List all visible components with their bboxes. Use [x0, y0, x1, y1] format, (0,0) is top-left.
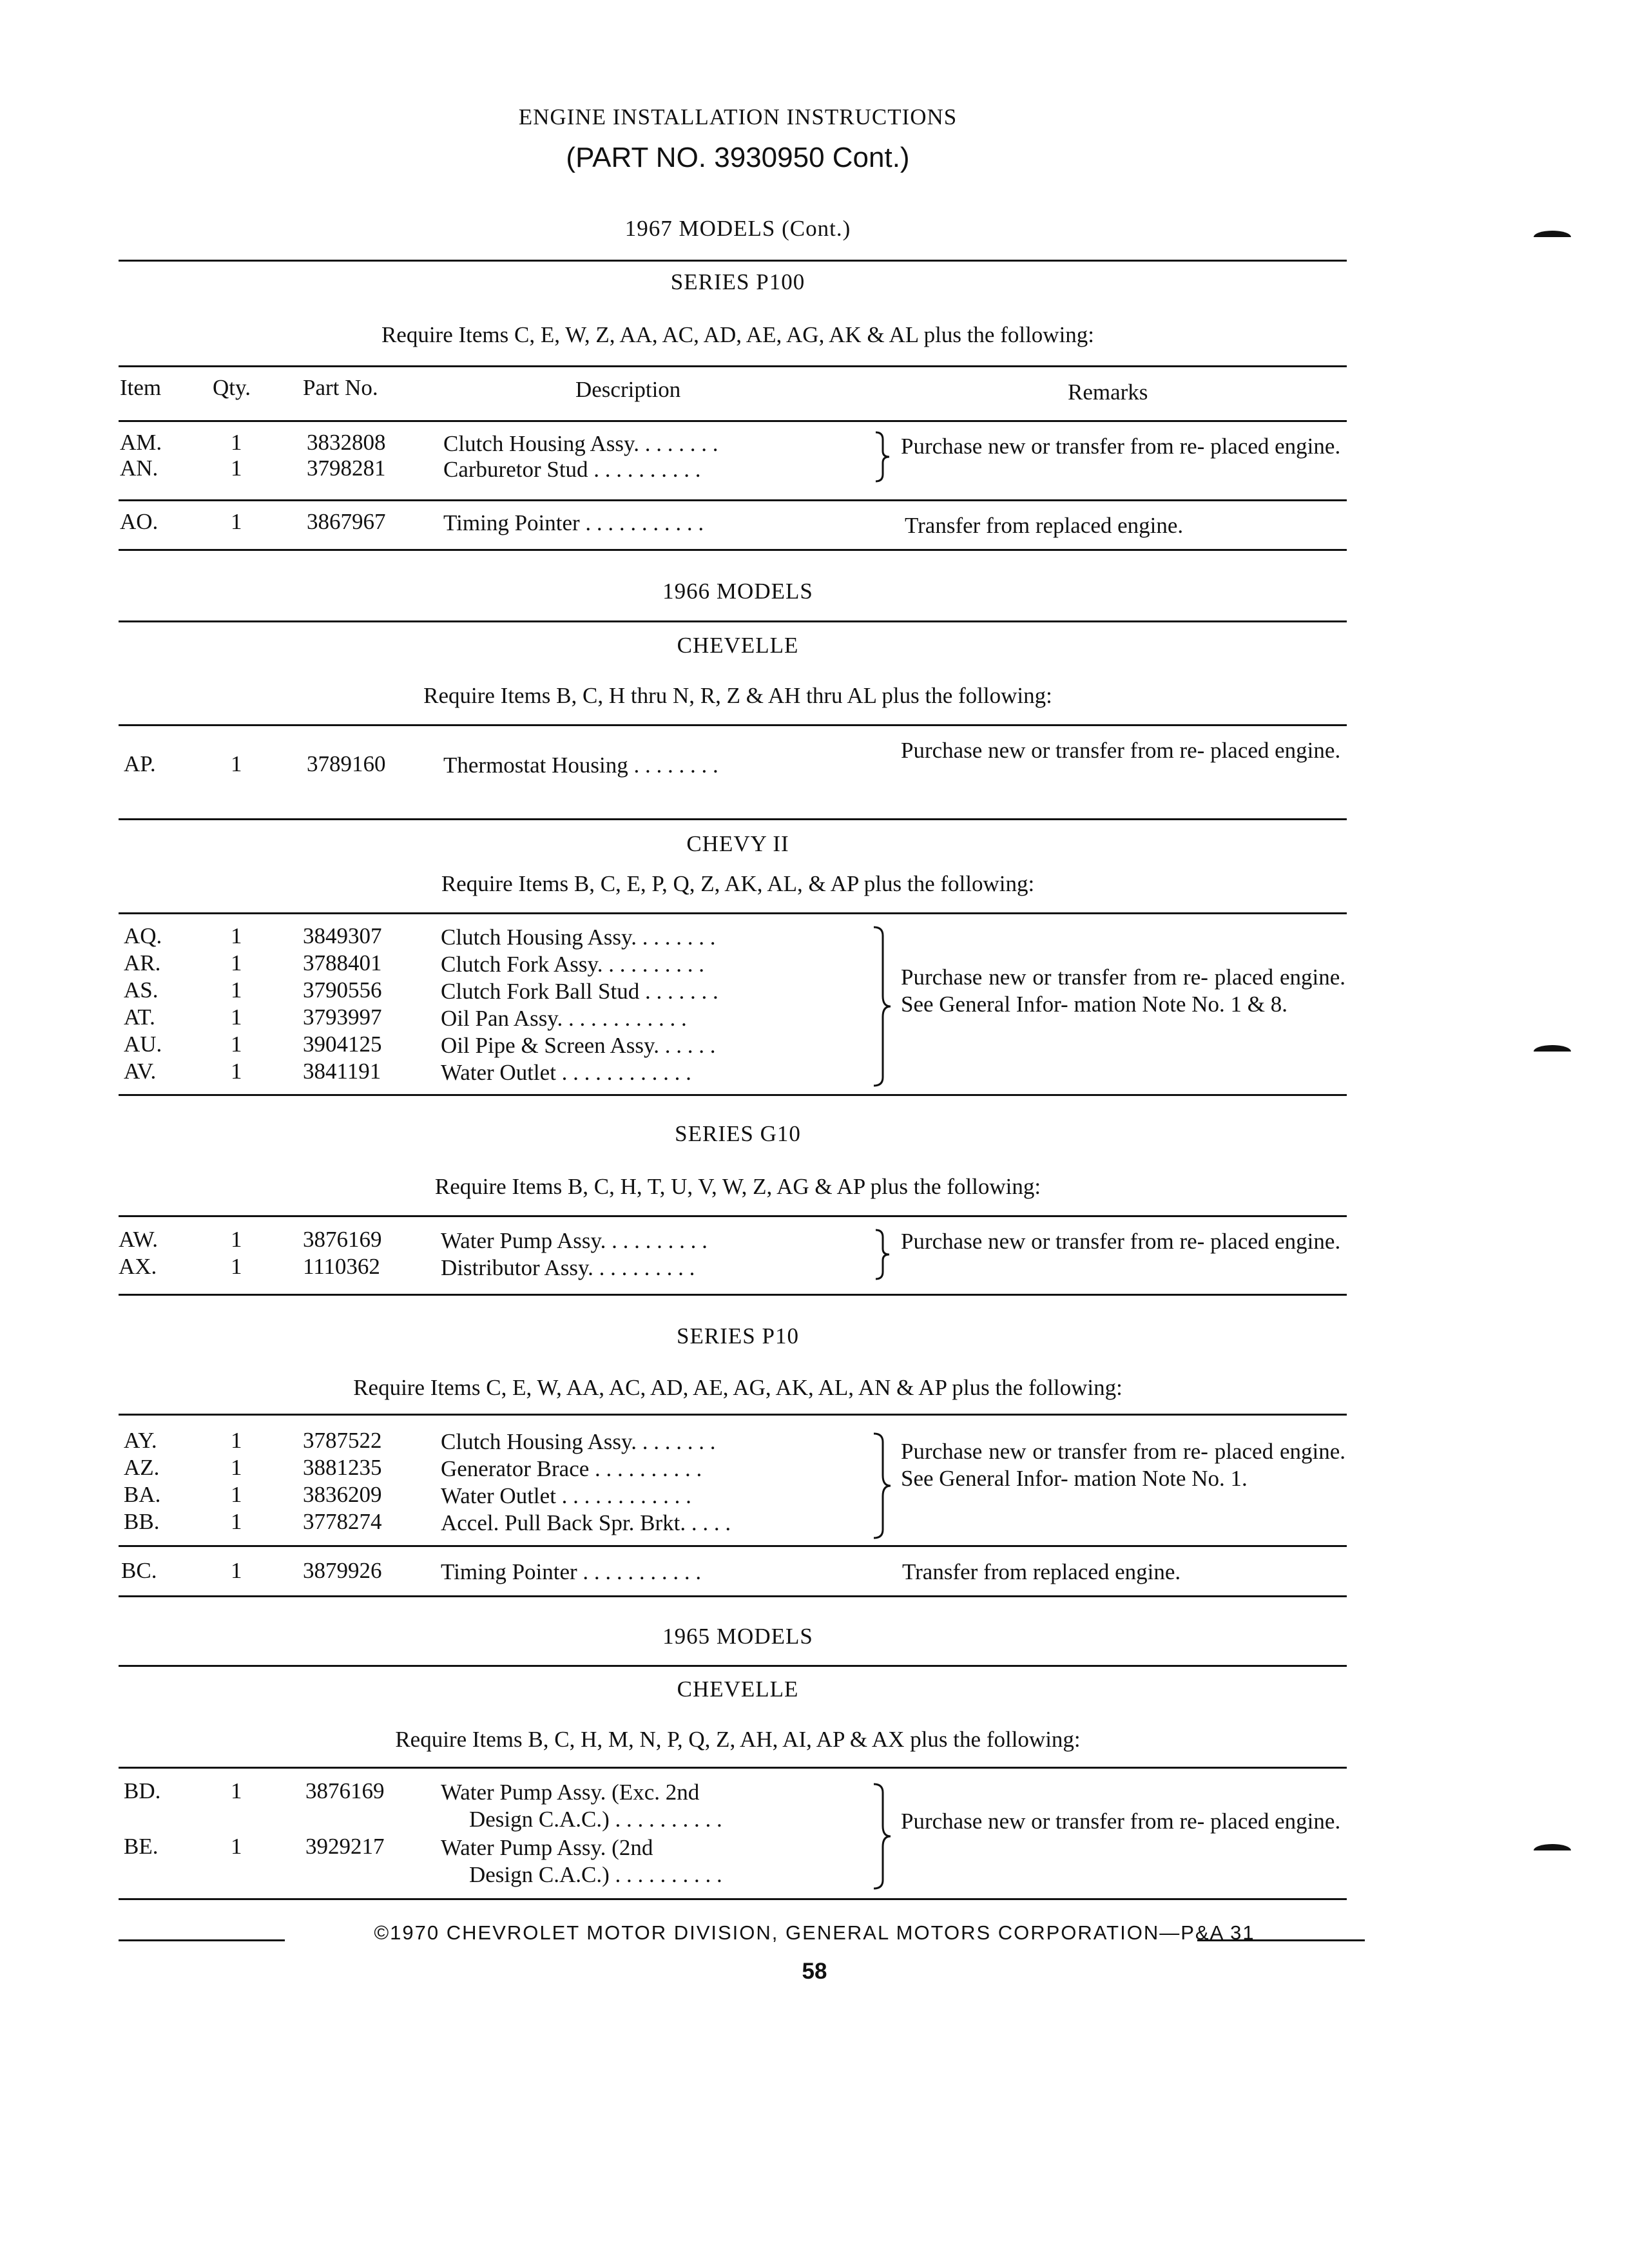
- remarks-text: Purchase new or transfer from re- placed engine. See General Infor- mation Note No. 1.: [901, 1439, 1345, 1491]
- column-header-item: Item: [120, 375, 162, 400]
- series-heading: CHEVY II: [686, 831, 789, 856]
- description: Clutch Housing Assy. . . . . . . .: [443, 431, 718, 456]
- document-title: ENGINE INSTALLATION INSTRUCTIONS: [518, 104, 958, 130]
- qty: 1: [231, 751, 242, 776]
- page-number: 58: [802, 1959, 827, 1984]
- qty: 1: [231, 923, 242, 948]
- part-number: 3798281: [307, 456, 386, 481]
- qty: 1: [231, 1254, 242, 1279]
- divider: [119, 818, 1347, 820]
- description: Carburetor Stud . . . . . . . . . .: [443, 457, 701, 482]
- divider: [119, 1595, 1347, 1597]
- item-code: AZ.: [124, 1455, 160, 1480]
- divider: [119, 1665, 1347, 1667]
- qty: 1: [231, 456, 242, 481]
- description: Oil Pipe & Screen Assy. . . . . .: [441, 1033, 716, 1058]
- right-brace-icon: [871, 1782, 893, 1890]
- models-heading: 1965 MODELS: [662, 1624, 813, 1649]
- item-code: AS.: [124, 977, 159, 1003]
- qty: 1: [231, 1227, 242, 1252]
- qty: 1: [231, 1778, 242, 1803]
- qty: 1: [231, 1509, 242, 1534]
- right-brace-icon: [874, 430, 893, 483]
- qty: 1: [231, 1059, 242, 1084]
- requirements-line: Require Items B, C, H, T, U, V, W, Z, AG & AP plus the following:: [434, 1174, 1041, 1199]
- divider: [119, 365, 1347, 367]
- description: Water Pump Assy. (Exc. 2nd: [441, 1780, 700, 1805]
- item-code: AN.: [120, 456, 159, 481]
- document-subtitle: (PART NO. 3930950 Cont.): [566, 142, 910, 173]
- description: Generator Brace . . . . . . . . . .: [441, 1456, 702, 1481]
- copyright-notice: ©1970 CHEVROLET MOTOR DIVISION, GENERAL MOTORS CORPORATION—P&A 31: [374, 1921, 1255, 1944]
- description: Timing Pointer . . . . . . . . . . .: [441, 1559, 702, 1584]
- part-number: 3867967: [307, 509, 386, 534]
- right-brace-icon: [871, 925, 893, 1088]
- right-brace-icon: [874, 1228, 893, 1281]
- qty: 1: [231, 1455, 242, 1480]
- series-heading: CHEVELLE: [677, 1677, 799, 1702]
- column-header-part-no: Part No.: [303, 375, 378, 400]
- item-code: AO.: [120, 509, 159, 534]
- series-heading: SERIES G10: [675, 1121, 801, 1146]
- qty: 1: [231, 1032, 242, 1057]
- part-number: 1110362: [303, 1254, 380, 1279]
- right-brace-icon: [871, 1432, 893, 1540]
- qty: 1: [231, 430, 242, 455]
- description: Clutch Fork Ball Stud . . . . . . .: [441, 979, 718, 1004]
- item-code: BC.: [121, 1558, 157, 1583]
- series-heading: CHEVELLE: [677, 633, 799, 658]
- remarks-text: Purchase new or transfer from re- placed engine.: [901, 1229, 1341, 1254]
- remarks-text: Transfer from replaced engine.: [902, 1559, 1181, 1584]
- qty: 1: [231, 509, 242, 534]
- requirements-line: Require Items B, C, E, P, Q, Z, AK, AL, & AP plus the following:: [441, 871, 1035, 896]
- part-number: 3881235: [303, 1455, 382, 1480]
- item-code: AM.: [120, 430, 162, 455]
- divider: [119, 912, 1347, 914]
- description: Oil Pan Assy. . . . . . . . . . . .: [441, 1006, 687, 1031]
- scan-mark: [1534, 1045, 1571, 1052]
- part-number: 3788401: [303, 950, 382, 975]
- column-header-description: Description: [575, 377, 681, 402]
- part-number: 3876169: [305, 1778, 385, 1803]
- part-number: 3904125: [303, 1032, 382, 1057]
- models-heading: 1966 MODELS: [662, 579, 813, 604]
- item-code: AU.: [124, 1032, 162, 1057]
- item-code: AX.: [119, 1254, 157, 1279]
- part-number: 3790556: [303, 977, 382, 1003]
- item-code: AR.: [124, 950, 161, 975]
- qty: 1: [231, 977, 242, 1003]
- part-number: 3793997: [303, 1004, 382, 1030]
- description: Timing Pointer . . . . . . . . . . .: [443, 510, 704, 535]
- remarks-text: Purchase new or transfer from re- placed engine.: [901, 434, 1341, 459]
- description: Water Pump Assy. (2nd: [441, 1835, 653, 1860]
- description: Water Pump Assy. . . . . . . . . .: [441, 1228, 708, 1253]
- description: Clutch Housing Assy. . . . . . . .: [441, 1429, 716, 1454]
- scan-mark: [1534, 1844, 1571, 1850]
- remarks-text: Purchase new or transfer from re- placed engine. See General Infor- mation Note No. 1 & 8.: [901, 965, 1345, 1017]
- description: Clutch Fork Assy. . . . . . . . . .: [441, 952, 705, 977]
- series-heading: SERIES P10: [677, 1323, 799, 1349]
- divider: [119, 724, 1347, 726]
- description-continued: Design C.A.C.) . . . . . . . . . .: [469, 1862, 722, 1887]
- item-code: BD.: [124, 1778, 161, 1803]
- description: Thermostat Housing . . . . . . . .: [443, 753, 718, 778]
- part-number: 3836209: [303, 1482, 382, 1507]
- item-code: AV.: [124, 1059, 157, 1084]
- qty: 1: [231, 1428, 242, 1453]
- divider: [119, 1545, 1347, 1547]
- divider: [119, 260, 1347, 262]
- qty: 1: [231, 1834, 242, 1859]
- requirements-line: Require Items B, C, H thru N, R, Z & AH thru AL plus the following:: [423, 683, 1052, 708]
- description: Water Outlet . . . . . . . . . . . .: [441, 1060, 691, 1085]
- description-continued: Design C.A.C.) . . . . . . . . . .: [469, 1807, 722, 1832]
- part-number: 3876169: [303, 1227, 382, 1252]
- item-code: BA.: [124, 1482, 161, 1507]
- divider: [119, 1094, 1347, 1096]
- remarks-text: Transfer from replaced engine.: [905, 513, 1184, 538]
- part-number: 3778274: [303, 1509, 382, 1534]
- item-code: AW.: [119, 1227, 159, 1252]
- item-code: BE.: [124, 1834, 159, 1859]
- item-code: AP.: [124, 751, 156, 776]
- footer-rule-right: [1197, 1939, 1365, 1941]
- divider: [119, 1767, 1347, 1769]
- item-code: AY.: [124, 1428, 157, 1453]
- divider: [119, 1215, 1347, 1217]
- description: Water Outlet . . . . . . . . . . . .: [441, 1483, 691, 1508]
- part-number: 3832808: [307, 430, 386, 455]
- remarks-text: Purchase new or transfer from re- placed engine.: [901, 1809, 1341, 1834]
- divider: [119, 1294, 1347, 1296]
- footer: [0, 1921, 1629, 1945]
- divider: [119, 620, 1347, 622]
- part-number: 3841191: [303, 1059, 381, 1084]
- requirements-line: Require Items C, E, W, AA, AC, AD, AE, AG, AK, AL, AN & AP plus the following:: [353, 1375, 1123, 1400]
- remarks-text: Purchase new or transfer from re- placed engine.: [901, 738, 1341, 763]
- qty: 1: [231, 1558, 242, 1583]
- divider: [119, 420, 1347, 422]
- part-number: 3879926: [303, 1558, 382, 1583]
- part-number: 3929217: [305, 1834, 385, 1859]
- divider: [119, 549, 1347, 551]
- qty: 1: [231, 950, 242, 975]
- part-number: 3787522: [303, 1428, 382, 1453]
- divider: [119, 1414, 1347, 1416]
- requirements-line: Require Items C, E, W, Z, AA, AC, AD, AE, AG, AK & AL plus the following:: [381, 322, 1095, 347]
- column-header-remarks: Remarks: [1068, 380, 1148, 405]
- item-code: AT.: [124, 1004, 155, 1030]
- models-heading: 1967 MODELS (Cont.): [624, 216, 851, 241]
- qty: 1: [231, 1482, 242, 1507]
- item-code: BB.: [124, 1509, 160, 1534]
- requirements-line: Require Items B, C, H, M, N, P, Q, Z, AH, AI, AP & AX plus the following:: [395, 1727, 1081, 1752]
- description: Distributor Assy. . . . . . . . . .: [441, 1255, 695, 1280]
- scan-mark: [1534, 231, 1571, 237]
- part-number: 3849307: [303, 923, 382, 948]
- qty: 1: [231, 1004, 242, 1030]
- series-heading: SERIES P100: [670, 269, 805, 294]
- part-number: 3789160: [307, 751, 386, 776]
- divider: [119, 1898, 1347, 1900]
- item-code: AQ.: [124, 923, 162, 948]
- description: Clutch Housing Assy. . . . . . . .: [441, 925, 716, 950]
- divider: [119, 499, 1347, 501]
- description: Accel. Pull Back Spr. Brkt. . . . .: [441, 1510, 731, 1535]
- column-header-qty: Qty.: [213, 375, 251, 400]
